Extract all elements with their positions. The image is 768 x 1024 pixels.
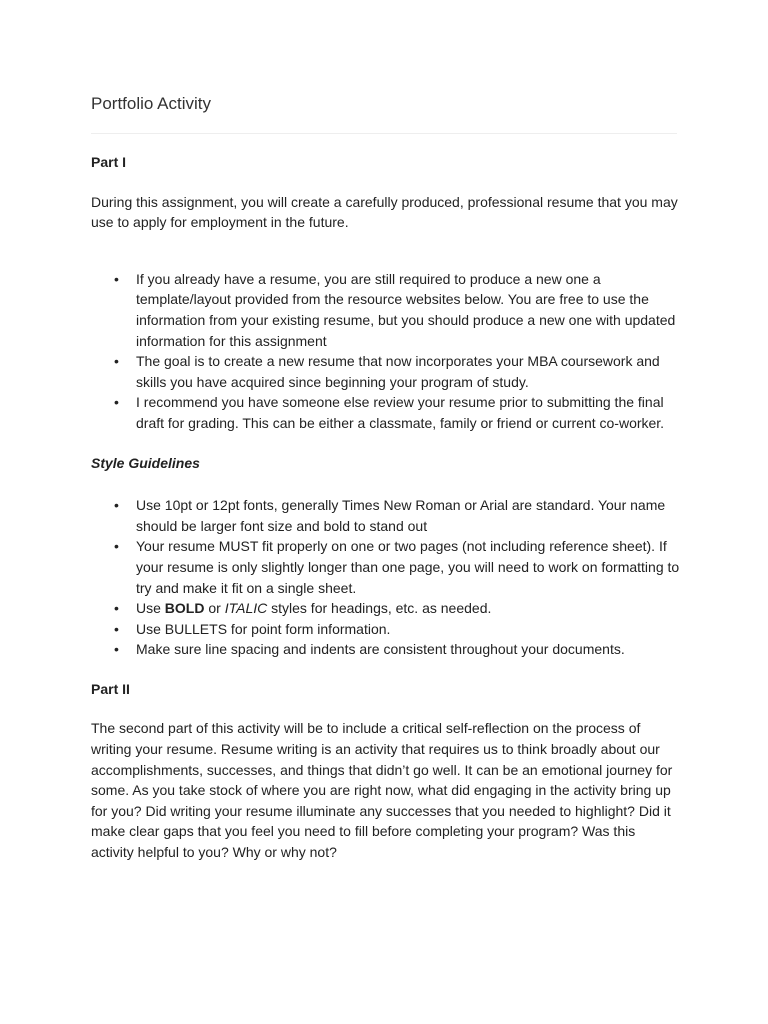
bullet-icon: • [114, 620, 119, 637]
document-title: Portfolio Activity [91, 94, 211, 113]
bullet-icon: • [114, 641, 119, 658]
style-guidelines-heading: Style Guidelines [91, 454, 200, 471]
italic-word: ITALIC [224, 600, 268, 617]
list-item: • Use BOLD or ITALIC styles for headings, etc. as needed. [91, 598, 681, 619]
part-1-bullet-list [91, 269, 681, 434]
document-body [91, 152, 681, 863]
list-item: • Use BULLETS for point form information. [91, 619, 681, 640]
list-item: • Your resume MUST fit properly on one or two pages (not including reference sheet). If your resume is only slightly longer than one page, you will need to work on formatting to try and make it fit on a single sheet. [114, 538, 680, 596]
list-item: • The goal is to create a new resume that now incorporates your MBA coursework and skills you have acquired since beginning your program of study. [114, 353, 660, 390]
list-item: • Use 10pt or 12pt fonts, generally Times New Roman or Arial are standard. Your name should be larger font size and bold to stand out [114, 497, 666, 534]
list-item: • I recommend you have someone else review your resume prior to submitting the final draft for grading. This can be either a classmate, family or friend or current co-worker. [114, 394, 665, 431]
list-item: • If you already have a resume, you are still required to produce a new one a template/layout provided from the resource websites below. You are free to use the information from your existing resume, but you should produce a new one with updated information for this assignment [114, 270, 676, 349]
bullet-icon: • [114, 270, 119, 287]
title-divider [91, 133, 677, 134]
list-item: • Make sure line spacing and indents are consistent throughout your documents. [91, 639, 681, 660]
bullet-icon: • [114, 600, 119, 617]
bold-word: BOLD [164, 600, 205, 617]
part-1-intro: During this assignment, you will create a carefully produced, professional resume that you may use to apply for employment in the future. [91, 193, 678, 231]
style-guidelines-bullet-list [91, 495, 681, 660]
bullet-icon: • [114, 497, 119, 514]
part-1-heading: Part I [91, 154, 127, 170]
part-2-heading: Part II [91, 680, 130, 697]
bullet-icon: • [114, 538, 119, 555]
bullet-icon: • [114, 353, 119, 370]
bullet-icon: • [114, 394, 119, 411]
part-2-body: The second part of this activity will be to include a critical self-reflection on the process of writing your resume. Resume writing is an activity that requires us to think broadly about our accomplishments, successes, and things that didn’t go well. It can be an emotional journey for some. As you take stock of where you are right now, what did engaging in the activity bring up for you? Did writing your resume illuminate any successes that you needed to highlight? Did it make clear gaps that you feel you need to fill before completing your program? Was this activity helpful to you? Why or why not? [91, 720, 673, 861]
